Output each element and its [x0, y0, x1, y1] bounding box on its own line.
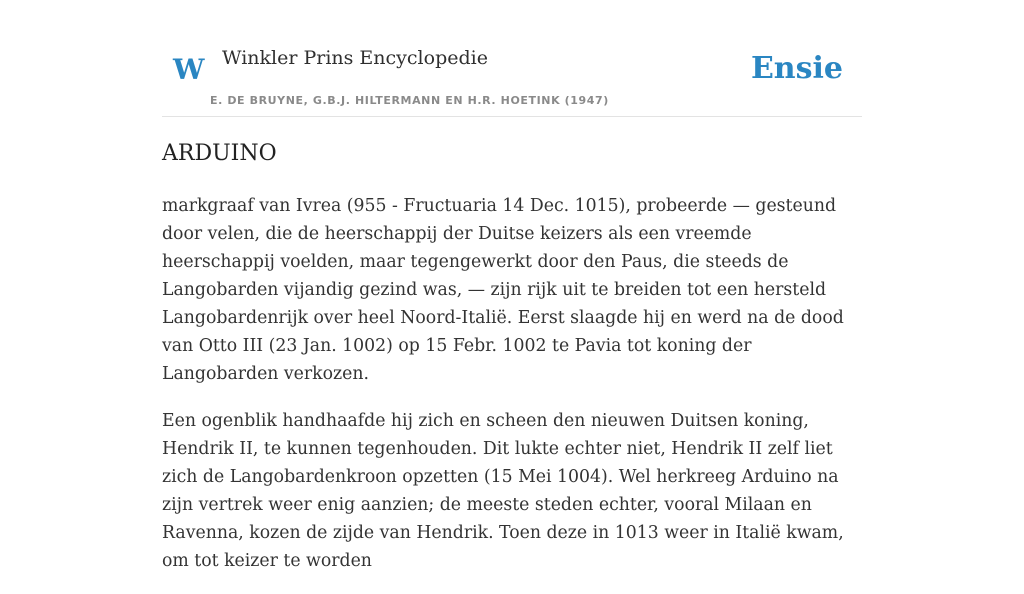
source-title[interactable]: Winkler Prins Encyclopedie [222, 47, 488, 69]
article-paragraph: markgraaf van Ivrea (955 - Fructuaria 14 Dec. 1015), probeerde — gesteund door velen, die de heerschappij der Duitse keizers als een vreemde heerschappij voelden, maar tegengewerkt door den Paus, die steeds de Langobarden vijandig gezind was, — zijn rijk uit te breiden tot een hersteld Langobardenrijk over heel Noord-Italië. Eerst slaagde hij en werd na de dood van Otto III (23 Jan. 1002) op 15 Febr. 1002 te Pavia tot koning der Langobarden verkozen. [162, 196, 844, 384]
ensie-logo[interactable]: Ensie [750, 51, 843, 86]
winkler-prins-logo-icon[interactable]: W [173, 53, 205, 86]
article-paragraph: Een ogenblik handhaafde hij zich en scheen den nieuwen Duitsen koning, Hendrik II, te kunnen tegenhouden. Dit lukte echter niet, Hendrik II zelf liet zich de Langobardenkroon opzetten (15 Mei 1004). Wel herkreeg Arduino na zijn vertrek weer enig aanzien; de meeste steden echter, vooral Milaan en Ravenna, kozen de zijde van Hendrik. Toen deze in 1013 weer in Italië kwam, om tot keizer te worden [162, 411, 844, 571]
source-authors: E. DE BRUYNE, G.B.J. HILTERMANN EN H.R. HOETINK (1947) [210, 94, 609, 107]
article-body [162, 192, 862, 594]
article-title: ARDUINO [162, 141, 277, 166]
source-header [162, 0, 862, 117]
